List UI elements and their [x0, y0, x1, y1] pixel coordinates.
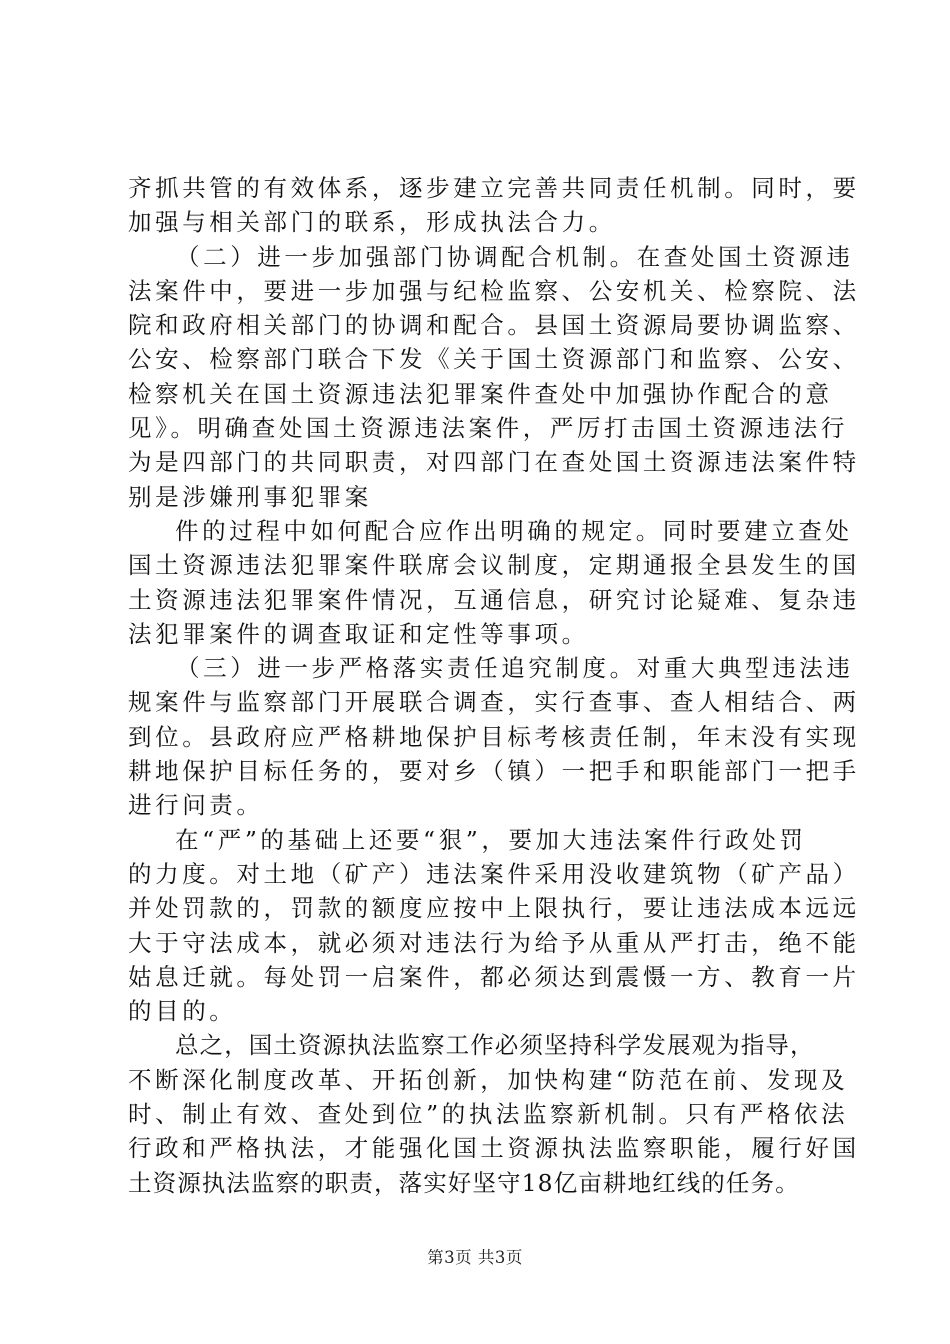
text-line: 别是涉嫌刑事犯罪案 [128, 482, 372, 511]
text-line: 不断深化制度改革、开拓创新，加快构建“防范在前、发现及 [128, 1065, 849, 1094]
text-line: 总之，国土资源执法监察工作必须坚持科学发展观为指导， [175, 1031, 815, 1060]
text-line: （三）进一步严格落实责任追究制度。对重大典型违法违 [176, 654, 854, 683]
text-line: 规案件与监察部门开展联合调查，实行查事、查人相结合、两 [128, 688, 860, 717]
text-line: 检察机关在国土资源违法犯罪案件查处中加强协作配合的意 [128, 379, 833, 408]
text-line: 土资源执法监察的职责，落实好坚守18亿亩耕地红线的任务。 [128, 1168, 800, 1197]
text-line: 姑息迁就。每处罚一启案件，都必须达到震慑一方、教育一片 [128, 962, 860, 991]
text-line: 耕地保护目标任务的，要对乡（镇）一把手和职能部门一把手 [128, 757, 860, 786]
text-line: （二）进一步加强部门协调配合机制。在查处国土资源违 [176, 242, 854, 271]
text-line: 公安、检察部门联合下发《关于国土资源部门和监察、公安、 [128, 345, 860, 374]
text-line: 时、制止有效、查处到位”的执法监察新机制。只有严格依法 [128, 1100, 849, 1129]
text-line: 并处罚款的，罚款的额度应按中上限执行，要让违法成本远远 [128, 894, 860, 923]
text-line: 国土资源违法犯罪案件联席会议制度，定期通报全县发生的国 [128, 551, 860, 580]
text-line: 法犯罪案件的调查取证和定性等事项。 [128, 619, 589, 648]
text-line: 进行问责。 [128, 791, 264, 820]
text-line: 到位。县政府应严格耕地保护目标考核责任制，年末没有实现 [128, 722, 860, 751]
text-line: 的目的。 [128, 997, 237, 1026]
text-line: 行政和严格执法，才能强化国土资源执法监察职能，履行好国 [128, 1134, 860, 1163]
text-line: 在“严”的基础上还要“狠”，要加大违法案件行政处罚 [175, 825, 807, 854]
text-line: 大于守法成本，就必须对违法行为给予从重从严打击，绝不能 [128, 928, 860, 957]
page-number-footer: 第3页 共3页 [427, 1248, 523, 1267]
document-body [128, 171, 860, 1200]
text-line: 的力度。对土地（矿产）违法案件采用没收建筑物（矿产品） [128, 859, 860, 888]
text-line: 土资源违法犯罪案件情况，互通信息，研究讨论疑难、复杂违 [128, 585, 860, 614]
text-line: 加强与相关部门的联系，形成执法合力。 [128, 208, 616, 237]
text-line: 齐抓共管的有效体系，逐步建立完善共同责任机制。同时，要 [128, 174, 860, 202]
text-line: 法案件中，要进一步加强与纪检监察、公安机关、检察院、法 [128, 276, 860, 305]
text-line: 为是四部门的共同职责，对四部门在查处国土资源违法案件特 [128, 448, 860, 477]
text-line: 件的过程中如何配合应作出明确的规定。同时要建立查处 [175, 516, 853, 545]
text-line: 院和政府相关部门的协调和配合。县国土资源局要协调监察、 [128, 311, 860, 340]
text-line: 见》。明确查处国土资源违法案件，严厉打击国土资源违法行 [128, 414, 848, 443]
